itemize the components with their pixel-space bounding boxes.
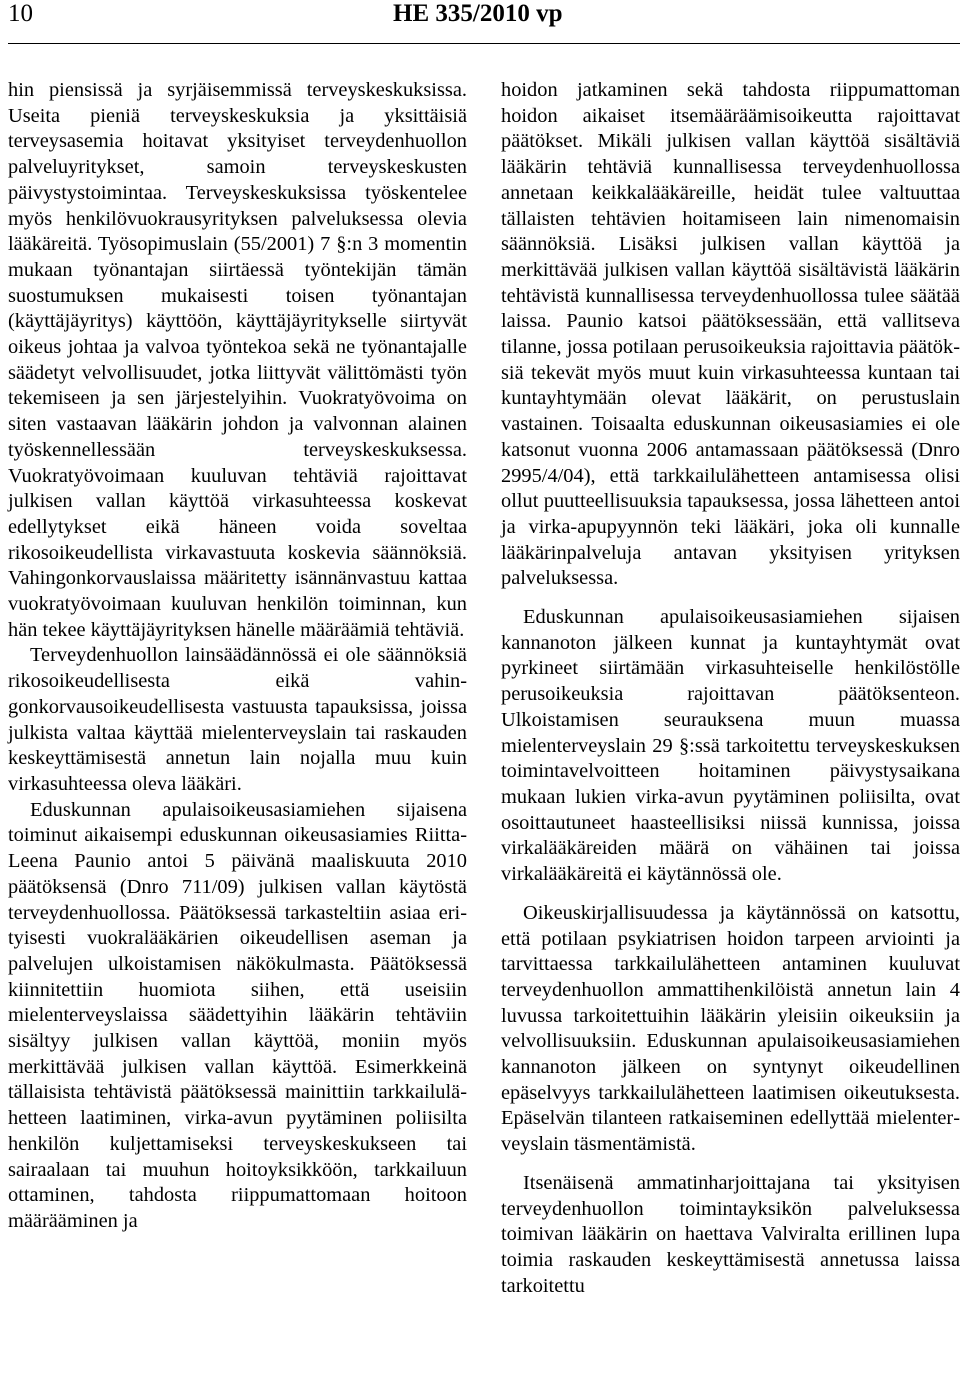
header-divider [8,43,960,44]
paragraph: Eduskunnan apulaisoikeusasiamiehen sijaisen kannanoton jälkeen kunnat ja kuntayhtymät ovat pyrkineet siirtämään virkasuhteiselle henkilöstölle perusoikeuksia rajoittavan päätöksenteon. Ulkoistamisen seurauksena muun muassa mielenterveyslain 29 §:ssä tarkoitettu terveyskeskuksen toimintavelvoitteen hoitaminen päivystysaikana mukaan lukien virka-avun pyytäminen poliisilta, ovat osoittautuneet haasteellisiksi niissä kunnissa, joissa virkalääkäreiden määrä on vähäinen tai joissa virkalääkäreitä ei käytännössä ole. [501,606,960,886]
paragraph: Itsenäisenä ammatinharjoittajana tai yksityisen terveydenhuollon toimintayksikön palveluksessa toimivan lääkärin on haettava Valviralta erillinen lupa toimia raskauden keskeyttämisestä annetussa laissa tarkoitettu [501,1171,960,1297]
paragraph: Oikeuskirjallisuudessa ja käytännössä on katsottu, että potilaan psykiatrisen hoidon tarpeen arviointi ja tarvittaessa tarkkailulähetteen antaminen kuuluvat terveydenhuollon ammattihenkilöistä annetun lain 4 luvussa tarkoitettuihin lääkärin yleisiin oikeuksiin ja velvollisuuksiin. Eduskunnan apulaisoikeusasiamiehen kannanoton jälkeen on syntynyt oikeudellinen epäselvyys tarkkailulähetteen laatimisen oikeutuksesta. Epäselvän tilanteen ratkaiseminen edellyttää mielenterveyslain täsmentämistä. [501,901,960,1156]
paragraph: Eduskunnan apulaisoikeusasiamiehen sijaisena toiminut aikaisempi eduskunnan oikeusasiamies Riitta-Leena Paunio antoi 5 päivänä maaliskuuta 2010 päätöksensä (Dnro 711/09) julkisen vallan käytöstä terveydenhuollossa. Päätöksessä tarkasteltiin asiaa erityisesti vuokralääkärien oikeudellisen aseman ja palvelujen ulkoistamisen näkökulmasta. Päätöksessä kiinnitettiin huomiota siihen, että useisiin mielenterveyslaissa säädettyihin lääkärin tehtäviin sisältyy julkisen vallan käyttöä, moniin myös merkittävää julkisen vallan käyttöä. Esimerkkeinä tällaisista tehtävistä päätöksessä mainittiin tarkkailulähetteen laatiminen, virka-avun pyytäminen poliisilta henkilön kuljettamiseksi terveyskeskukseen tai sairaalaan tai muuhun hoitoyksikköön, tarkkailuun ottaminen, tahdosta riippumattomaan hoitoon määrääminen ja [8,798,467,1232]
paragraph: Terveydenhuollon lainsäädännössä ei ole säännöksiä rikosoikeudellisesta eikä vahingonkorvausoikeudellisesta vastuusta tapauksissa, joissa julkista valtaa käyttää mielenterveyslain tai raskauden keskeyttämisestä annetun lain nojalla muu kuin virkasuhteessa oleva lääkäri. [8,644,467,795]
paragraph: hoidon jatkaminen sekä tahdosta riippumattoman hoidon aikaiset itsemääräämisoikeutta rajoittavat päätökset. Mikäli julkisen vallan käyttöä sisältäviä lääkärin tehtäviä kunnallisessa terveydenhuollossa annetaan keikkalääkäreille, heidät tulee valtuuttaa tällaisten tehtävien hoitamiseen lain nimenomaisin säännöksiä. Lisäksi julkisen vallan käyttöä ja merkittävää julkisen vallan käyttöä sisältävistä lääkärin tehtävistä kunnallisessa terveydenhuollossa tulee säätää laissa. Paunio katsoi päätöksessään, että vallitseva tilanne, jossa potilaan perusoikeuksia rajoittavia päätöksiä tekevät myös muut kuin virkasuhteessa kuntaan tai kuntayhtymään olevat lääkärit, on perustuslain vastainen. Toisaalta eduskunnan oikeusasiamies ei ole katsonut vuonna 2006 antamassaan päätöksessä (Dnro 2995/4/04), että tarkkailulähetteen antamisessa olisi ollut puutteellisuuksia tapauksessa, jossa lähetteen antoi ja virka-apupyynnön teki lääkäri, joka oli kunnalle lääkärinpalveluja antavan yksityisen yrityksen palveluksessa. [501,79,960,590]
left-column [8,78,467,1235]
page-number: 10 [8,0,33,27]
document-id: HE 335/2010 vp [393,0,563,27]
paragraph: hin piensissä ja syrjäisemmissä terveyskeskuksissa. Useita pieniä terveyskeskuksia ja yksittäisiä terveysasemia hoitavat yksityiset terveydenhuollon palveluyritykset, samoin terveyskeskusten päivystystoimintaa. Terveyskeskuksissa työskentelee myös henkilövuokrausyrityksen palveluksessa olevia lääkäreitä. Työsopimuslain (55/2001) 7 §:n 3 momentin mukaan työnantajan siirtäessä työntekijän tämän suostumuksen mukaisesti toisen työnantajan (käyttäjäyritys) käyttöön, käyttäjäyritykselle siirtyvät oikeus johtaa ja valvoa työntekoa sekä ne työnantajalle säädetyt velvollisuudet, jotka liittyvät välittömästi työn tekemiseen ja sen järjestelyihin. Vuokratyövoima on siten vastaavan lääkärin johdon ja valvonnan alainen työskennellessään terveyskeskuksessa. Vuokratyövoimaan kuuluvan tehtäviä rajoittavat julkisen vallan käyttöä virkasuhteessa koskevat edellytykset eikä häneen voida soveltaa rikosoikeudellista virkavastuuta koskevia säännöksiä. Vahingonkorvauslaissa määritetty isännänvastuu kattaa vuokratyövoimaan kuuluvan henkilön toiminnan, kun hän tekee käyttäjäyrityksen hänelle määräämiä tehtäviä. [8,79,467,641]
right-column [501,78,960,1299]
